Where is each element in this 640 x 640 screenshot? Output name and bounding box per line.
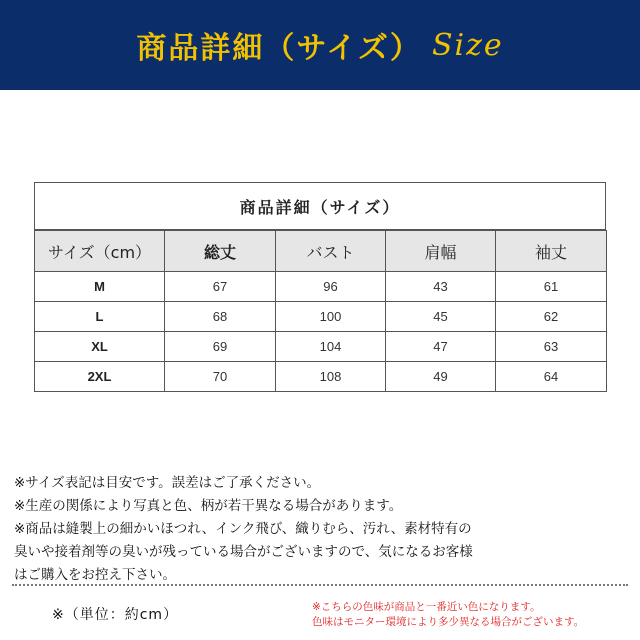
header-bust: バスト	[276, 231, 386, 272]
banner-title-en: Size	[431, 27, 504, 63]
length-value: 70	[165, 362, 276, 392]
bust-value: 104	[276, 332, 386, 362]
shoulder-value: 49	[386, 362, 496, 392]
size-chart	[34, 230, 607, 392]
bust-value: 96	[276, 272, 386, 302]
size-table-title: 商品詳細（サイズ）	[34, 182, 606, 230]
bust-value: 108	[276, 362, 386, 392]
sleeve-value: 62	[496, 302, 607, 332]
table-header-row	[35, 231, 607, 272]
table-row	[35, 362, 607, 392]
table-row	[35, 302, 607, 332]
header-size: サイズ（cm）	[35, 231, 165, 272]
header-length: 総丈	[165, 231, 276, 272]
shoulder-value: 45	[386, 302, 496, 332]
size-label: L	[35, 302, 165, 332]
shoulder-value: 47	[386, 332, 496, 362]
note-line: ※生産の関係により写真と色、柄が若干異なる場合があります。	[14, 498, 403, 514]
color-disclaimer	[312, 600, 584, 630]
size-table	[34, 182, 606, 392]
banner-title	[136, 23, 503, 67]
header-shoulder: 肩幅	[386, 231, 496, 272]
note-line: ※商品は縫製上の細かいほつれ、インク飛び、織りむら、汚れ、素材特有の	[14, 521, 472, 537]
color-note-line: 色味はモニター環境により多少異なる場合がございます。	[312, 616, 585, 628]
table-row	[35, 272, 607, 302]
note-line: ※サイズ表記は目安です。誤差はご了承ください。	[14, 475, 321, 491]
shoulder-value: 43	[386, 272, 496, 302]
color-note-line: ※こちらの色味が商品と一番近い色になります。	[312, 601, 541, 613]
note-line: はご購入をお控え下さい。	[14, 567, 176, 583]
sleeve-value: 63	[496, 332, 607, 362]
length-value: 68	[165, 302, 276, 332]
disclaimer-notes	[14, 472, 634, 587]
sleeve-value: 61	[496, 272, 607, 302]
table-row	[35, 332, 607, 362]
dotted-divider	[12, 584, 628, 586]
size-label: XL	[35, 332, 165, 362]
bust-value: 100	[276, 302, 386, 332]
sleeve-value: 64	[496, 362, 607, 392]
header-banner	[0, 0, 640, 90]
length-value: 69	[165, 332, 276, 362]
length-value: 67	[165, 272, 276, 302]
size-label: 2XL	[35, 362, 165, 392]
size-label: M	[35, 272, 165, 302]
unit-note: ※（単位：約cm）	[52, 607, 179, 623]
header-sleeve: 袖丈	[496, 231, 607, 272]
note-line: 臭いや接着剤等の臭いが残っている場合がございますので、気になるお客様	[14, 544, 473, 560]
banner-title-jp: 商品詳細（サイズ）	[136, 31, 422, 66]
